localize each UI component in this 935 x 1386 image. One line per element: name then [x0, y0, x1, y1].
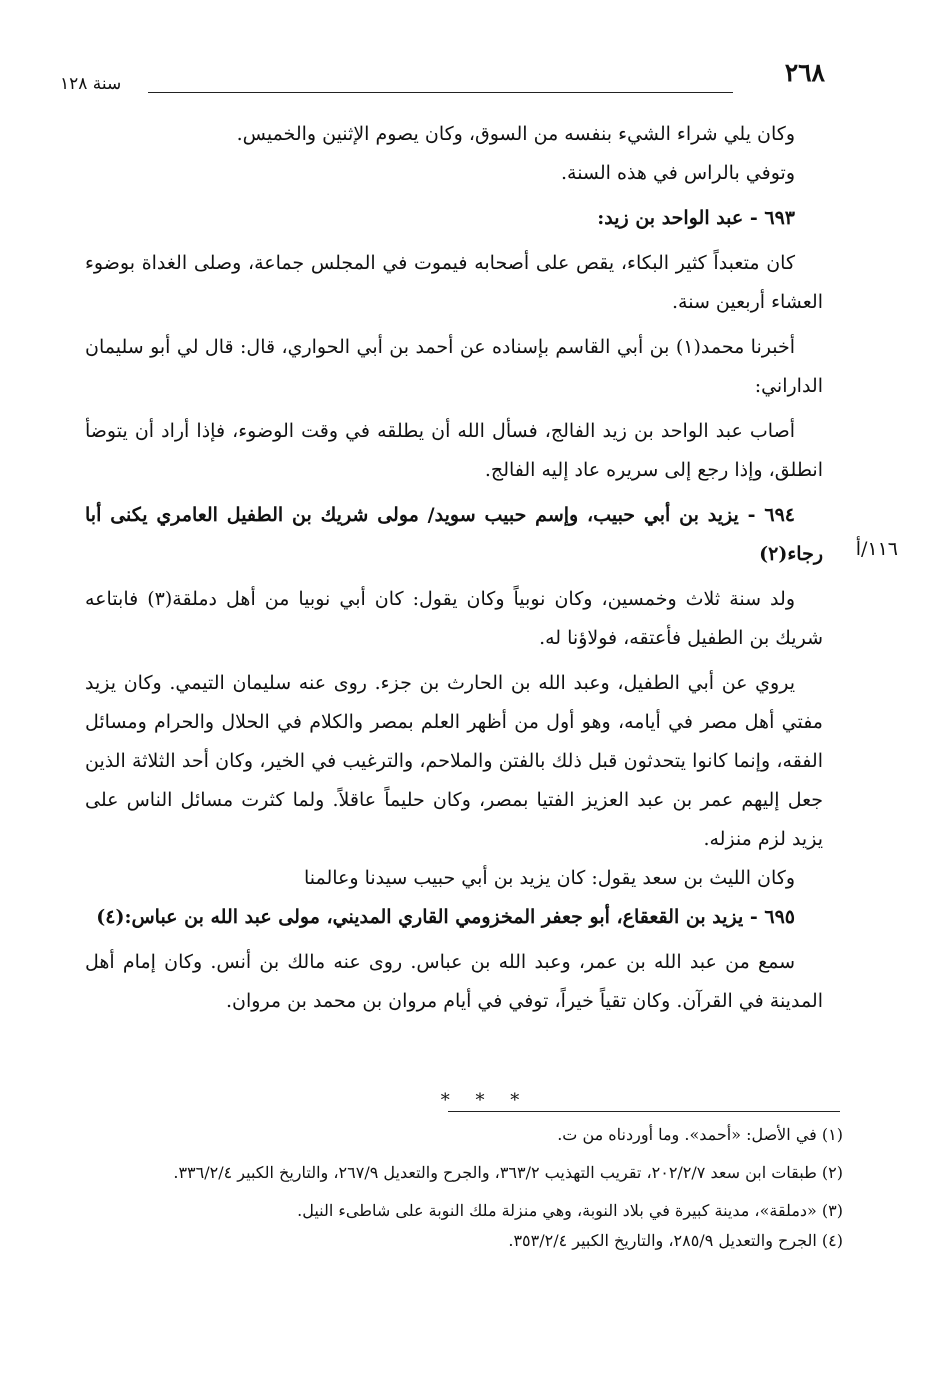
manuscript-folio-note: ١١٦/أ	[855, 538, 898, 560]
entry-695-heading: ٦٩٥ - يزيد بن القعقاع، أبو جعفر المخزومي القاري المديني، مولى عبد الله بن عباس:(٤)	[96, 906, 795, 928]
entry-693-paragraph-2: أخبرنا محمد(١) بن أبي القاسم بإسناده عن أحمد بن أبي الحواري، قال: قال لي أبو سليمان الداراني:	[85, 336, 823, 397]
running-head: سنة ١٢٨	[60, 74, 122, 94]
page-header	[60, 58, 825, 98]
entry-694-paragraph-1: ولد سنة ثلاث وخمسين، وكان نوبياً وكان يقول: كان أبي نوبيا من أهل دملقة(٣) فابتاعه شريك بن الطفيل فأعتقه، فولاؤنا له.	[85, 588, 823, 649]
entry-694-paragraph-2: يروي عن أبي الطفيل، وعبد الله بن الحارث بن جزء. روى عنه سليمان التيمي. وكان يزيد مفتي أهل مصر في أيامه، وهو أول من أظهر العلم بمصر والكلام في الحلال والحرام ومسائل الفقه، وإنما كانوا يتحدثون قبل ذلك بالفتن والملاحم، والترغيب في الخير، وكان أحد الثلاثة الذين جعل إليهم عمر بن عبد العزيز الفتيا بمصر، وكان حليماً عاقلاً. ولما كثرت مسائل الناس على يزيد لزم منزله.	[85, 672, 823, 850]
entry-693-paragraph-1: كان متعبداً كثير البكاء، يقص على أصحابه فيموت في المجلس جماعة، وصلى الغداة بوضوء العشاء أربعين سنة.	[85, 252, 823, 313]
entry-694-paragraph-3: وكان الليث بن سعد يقول: كان يزيد بن أبي حبيب سيدنا وعالمنا	[303, 867, 795, 889]
section-separator: * * *	[440, 1090, 530, 1111]
entry-693-paragraph-3: أصاب عبد الواحد بن زيد الفالج، فسأل الله أن يطلقه في وقت الوضوء، فإذا أراد أن يتوضأ انطلق، وإذا رجع إلى سريره عاد إليه الفالج.	[85, 420, 823, 481]
footnote-4: (٤) الجرح والتعديل ٢٨٥/٩، والتاريخ الكبير ٣٥٣/٢/٤.	[508, 1231, 843, 1250]
main-text	[85, 115, 823, 1021]
paragraph-death: وتوفي بالراس في هذه السنة.	[560, 162, 795, 184]
page-number: ٢٦٨	[784, 58, 825, 87]
footnote-3: (٣) «دملقة»، مدينة كبيرة في بلاد النوبة، وهي منزلة ملك النوبة على شاطىء النيل.	[297, 1201, 843, 1220]
paragraph-purchase: وكان يلي شراء الشيء بنفسه من السوق، وكان يصوم الإثنين والخميس.	[236, 123, 795, 145]
footnote-1: (١) في الأصل: «أحمد». وما أوردناه من ت.	[557, 1125, 843, 1144]
header-rule	[148, 92, 733, 93]
footnote-2: (٢) طبقات ابن سعد ٢٠٢/٢/٧، تقريب التهذيب ٣٦٣/٢، والجرح والتعديل ٢٦٧/٩، والتاريخ الكبير ٣٣٦/٢/٤.	[173, 1163, 843, 1182]
footnotes	[85, 1120, 843, 1256]
footnote-rule	[448, 1111, 840, 1112]
entry-693-heading: ٦٩٣ - عبد الواحد بن زيد:	[597, 207, 795, 229]
entry-695-paragraph-1: سمع من عبد الله بن عمر، وعبد الله بن عباس. روى عنه مالك بن أنس. وكان إمام أهل المدينة في القرآن. وكان تقياً خيراً، توفي في أيام مروان بن محمد بن مروان.	[85, 951, 823, 1012]
entry-694-heading: ٦٩٤ - يزيد بن أبي حبيب، وإسم حبيب سويد/ مولى شريك بن الطفيل العامري يكنى أبا رجاء(٢)	[85, 504, 823, 565]
